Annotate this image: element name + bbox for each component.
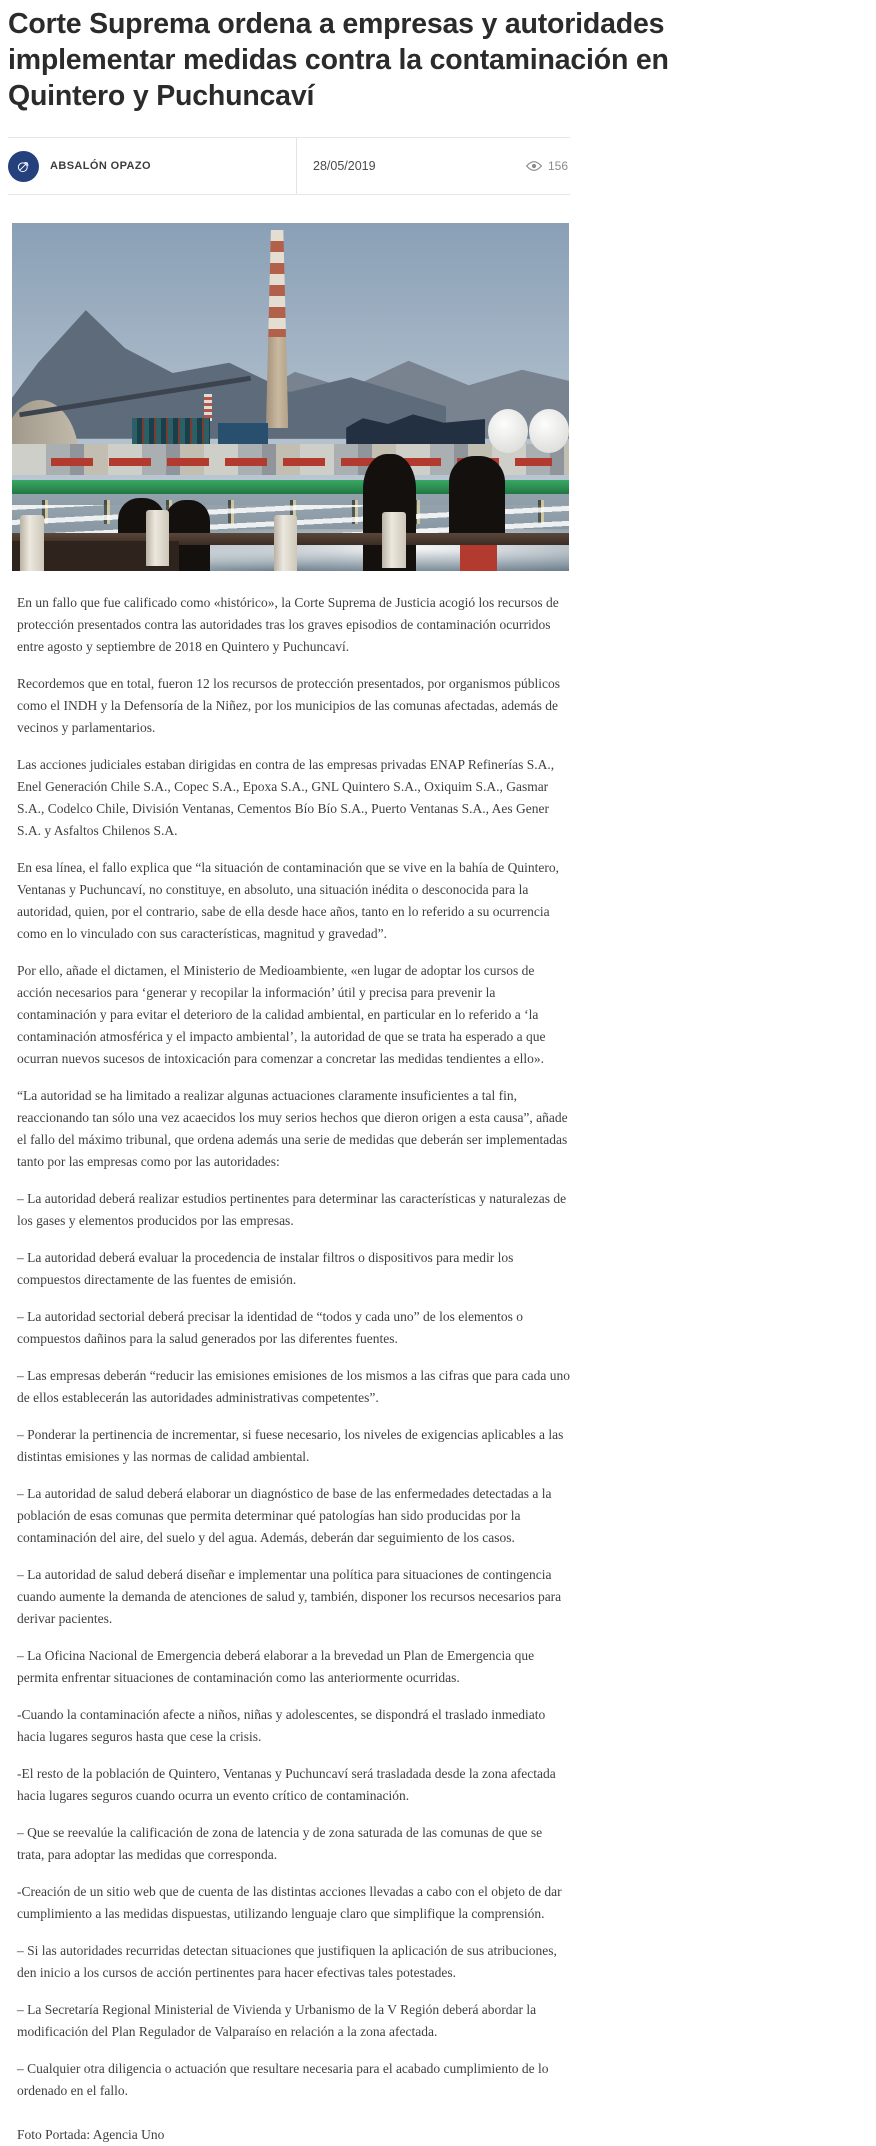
view-counter	[526, 138, 570, 194]
article-paragraph: – Ponderar la pertinencia de incrementar, si fuese necesario, los niveles de exigencias aplicables a las distintas emisiones y las normas de calidad ambiental.	[17, 1427, 564, 1464]
article-paragraph: – Si las autoridades recurridas detectan situaciones que justifiquen la aplicación de sus atribuciones, den inicio a los cursos de acción pertinentes para hacer efectivas tales potestades.	[17, 1943, 557, 1980]
view-count: 156	[547, 159, 568, 173]
photo-chimney-base	[266, 337, 288, 428]
article-paragraph: – La autoridad de salud deberá elaborar un diagnóstico de base de las enfermedades detectadas a la población de esas comunas que permita determinar qué patologías han sido producidas por la contaminación del aire, del suelo y del agua. Además, deberán dar seguimiento de los casos.	[17, 1486, 552, 1545]
page-title-line: implementar medidas contra la contaminación en	[8, 44, 669, 76]
press-logo-icon	[15, 158, 32, 175]
article-paragraph: “La autoridad se ha limitado a realizar algunas actuaciones claramente insuficientes a tal fin, reaccionando tan sólo una vez acaecidos los muy serios hechos que dieron origen a esta causa”, añade el fallo del máximo tribunal, que ordena además una serie de medidas que deberán ser implementadas tanto por las empresas como por las autoridades:	[17, 1088, 568, 1169]
article-paragraph: -Cuando la contaminación afecte a niños, niñas y adolescentes, se dispondrá el traslado inmediato hacia lugares seguros hasta que cese la crisis.	[17, 1707, 546, 1744]
byline-bar	[8, 138, 570, 194]
photo-concrete-post	[274, 515, 297, 571]
page-title-line: Quintero y Puchuncaví	[8, 80, 315, 112]
cover-photo	[12, 223, 569, 571]
article-paragraph: Las acciones judiciales estaban dirigidas en contra de las empresas privadas ENAP Refinerías S.A., Enel Generación Chile S.A., Copec S.A., Epoxa S.A., GNL Quintero S.A., Oxiquim S.A., Gasmar S.A., Codelco Chile, División Ventanas, Cementos Bío Bío S.A., Puerto Ventanas S.A., Aes Gener S.A. y Asfaltos Chilenos S.A.	[17, 757, 555, 838]
article-paragraph: – La autoridad deberá realizar estudios pertinentes para determinar las características y naturalezas de los gases y elementos producidos por las empresas.	[17, 1191, 567, 1228]
article-paragraph: En un fallo que fue calificado como «histórico», la Corte Suprema de Justicia acogió los recursos de protección presentados contra las autoridades tras los graves episodios de contaminación ocurridos entre agosto y septiembre de 2018 en Quintero y Puchuncaví.	[17, 595, 559, 654]
article-paragraph: – Cualquier otra diligencia o actuación que resultare necesaria para el acabado cumplimiento de lo ordenado en el fallo.	[17, 2061, 549, 2098]
article-paragraph: – La autoridad de salud deberá diseñar e implementar una política para situaciones de contingencia cuando aumente la demanda de atenciones de salud y, también, disponer los recursos necesarios para derivar pacientes.	[17, 1567, 562, 1626]
article-paragraph: – Que se reevalúe la calificación de zona de latencia y de zona saturada de las comunas de que se trata, para adoptar las medidas que corresponda.	[17, 1825, 543, 1862]
article-body	[17, 592, 570, 2102]
author-block[interactable]	[8, 138, 296, 194]
article-paragraph: – La Secretaría Regional Ministerial de Vivienda y Urbanismo de la V Región deberá abordar la modificación del Plan Regulador de Valparaíso en relación a la zona afectada.	[17, 2002, 537, 2039]
photo-gas-sphere	[488, 409, 528, 453]
article-paragraph: – La Oficina Nacional de Emergencia deberá elaborar a la brevedad un Plan de Emergencia que permita enfrentar situaciones de contaminación como las anteriormente ocurridas.	[17, 1648, 535, 1685]
photo-credit: Foto Portada: Agencia Uno	[17, 2127, 165, 2142]
page-title-line: Corte Suprema ordena a empresas y autoridades	[8, 8, 665, 40]
article-paragraph: -El resto de la población de Quintero, Ventanas y Puchuncaví será trasladada desde la zona afectada hacia lugares seguros cuando ocurra un evento crítico de contaminación.	[17, 1766, 556, 1803]
article-paragraph: – La autoridad deberá evaluar la procedencia de instalar filtros o dispositivos para medir los compuestos directamente de las fuentes de emisión.	[17, 1250, 514, 1287]
article-paragraph: – La autoridad sectorial deberá precisar la identidad de “todos y cada uno” de los elementos o compuestos dañinos para la salud generados por las diferentes fuentes.	[17, 1309, 524, 1346]
photo-striped-chimney	[266, 230, 288, 428]
photo-concrete-post	[382, 512, 405, 568]
page-title	[8, 6, 688, 114]
byline-divider-bottom	[8, 194, 570, 195]
author-name[interactable]: ABSALÓN OPAZO	[50, 160, 151, 172]
photo-gas-sphere	[529, 409, 569, 453]
article-paragraph: Recordemos que en total, fueron 12 los recursos de protección presentados, por organismos públicos como el INDH y la Defensoría de la Niñez, por los municipios de las comunas afectadas, además de vecinos y parlamentarios.	[17, 676, 560, 735]
photo-chimney-stripes	[266, 230, 288, 337]
photo-concrete-post	[146, 510, 169, 566]
article-paragraph: – Las empresas deberán “reducir las emisiones emisiones de los mismos a las cifras que para cada uno de ellos establecerán las autoridades administrativas competentes”.	[17, 1368, 570, 1405]
photo-mountains-near	[12, 293, 446, 439]
article-paragraph: En esa línea, el fallo explica que “la situación de contaminación que se vive en la bahía de Quintero, Ventanas y Puchuncaví, no constituye, en absoluto, una situación inédita o desconocida para la autoridad, quien, por el contrario, sabe de ella desde hace años, tanto en lo referido a su ocurrencia como en lo vinculado con sus características, magnitud y gravedad”.	[17, 860, 560, 941]
article-paragraph: Por ello, añade el dictamen, el Ministerio de Medioambiente, «en lugar de adoptar los cursos de acción necesarios para ‘generar y recopilar la información’ útil y precisa para prevenir la contaminación y para evitar el deterioro de la calidad ambiental, en particular en lo referido a ‘la contaminación atmosférica y el impacto ambiental’, la autoridad de que se trata ha esperado a que ocurran nuevos sucesos de intoxicación para comenzar a concretar las medidas tendientes a ello».	[17, 963, 546, 1066]
avatar[interactable]	[8, 151, 39, 182]
photo-concrete-post	[20, 515, 43, 571]
publish-date: 28/05/2019	[296, 138, 526, 194]
photo-person-jacket	[449, 456, 505, 543]
eye-icon	[526, 160, 542, 172]
article-paragraph: -Creación de un sitio web que de cuenta de las distintas acciones llevadas a cabo con el objeto de dar cumplimiento a las medidas dispuestas, utilizando lenguaje claro que simplifique la comprensión.	[17, 1884, 562, 1921]
